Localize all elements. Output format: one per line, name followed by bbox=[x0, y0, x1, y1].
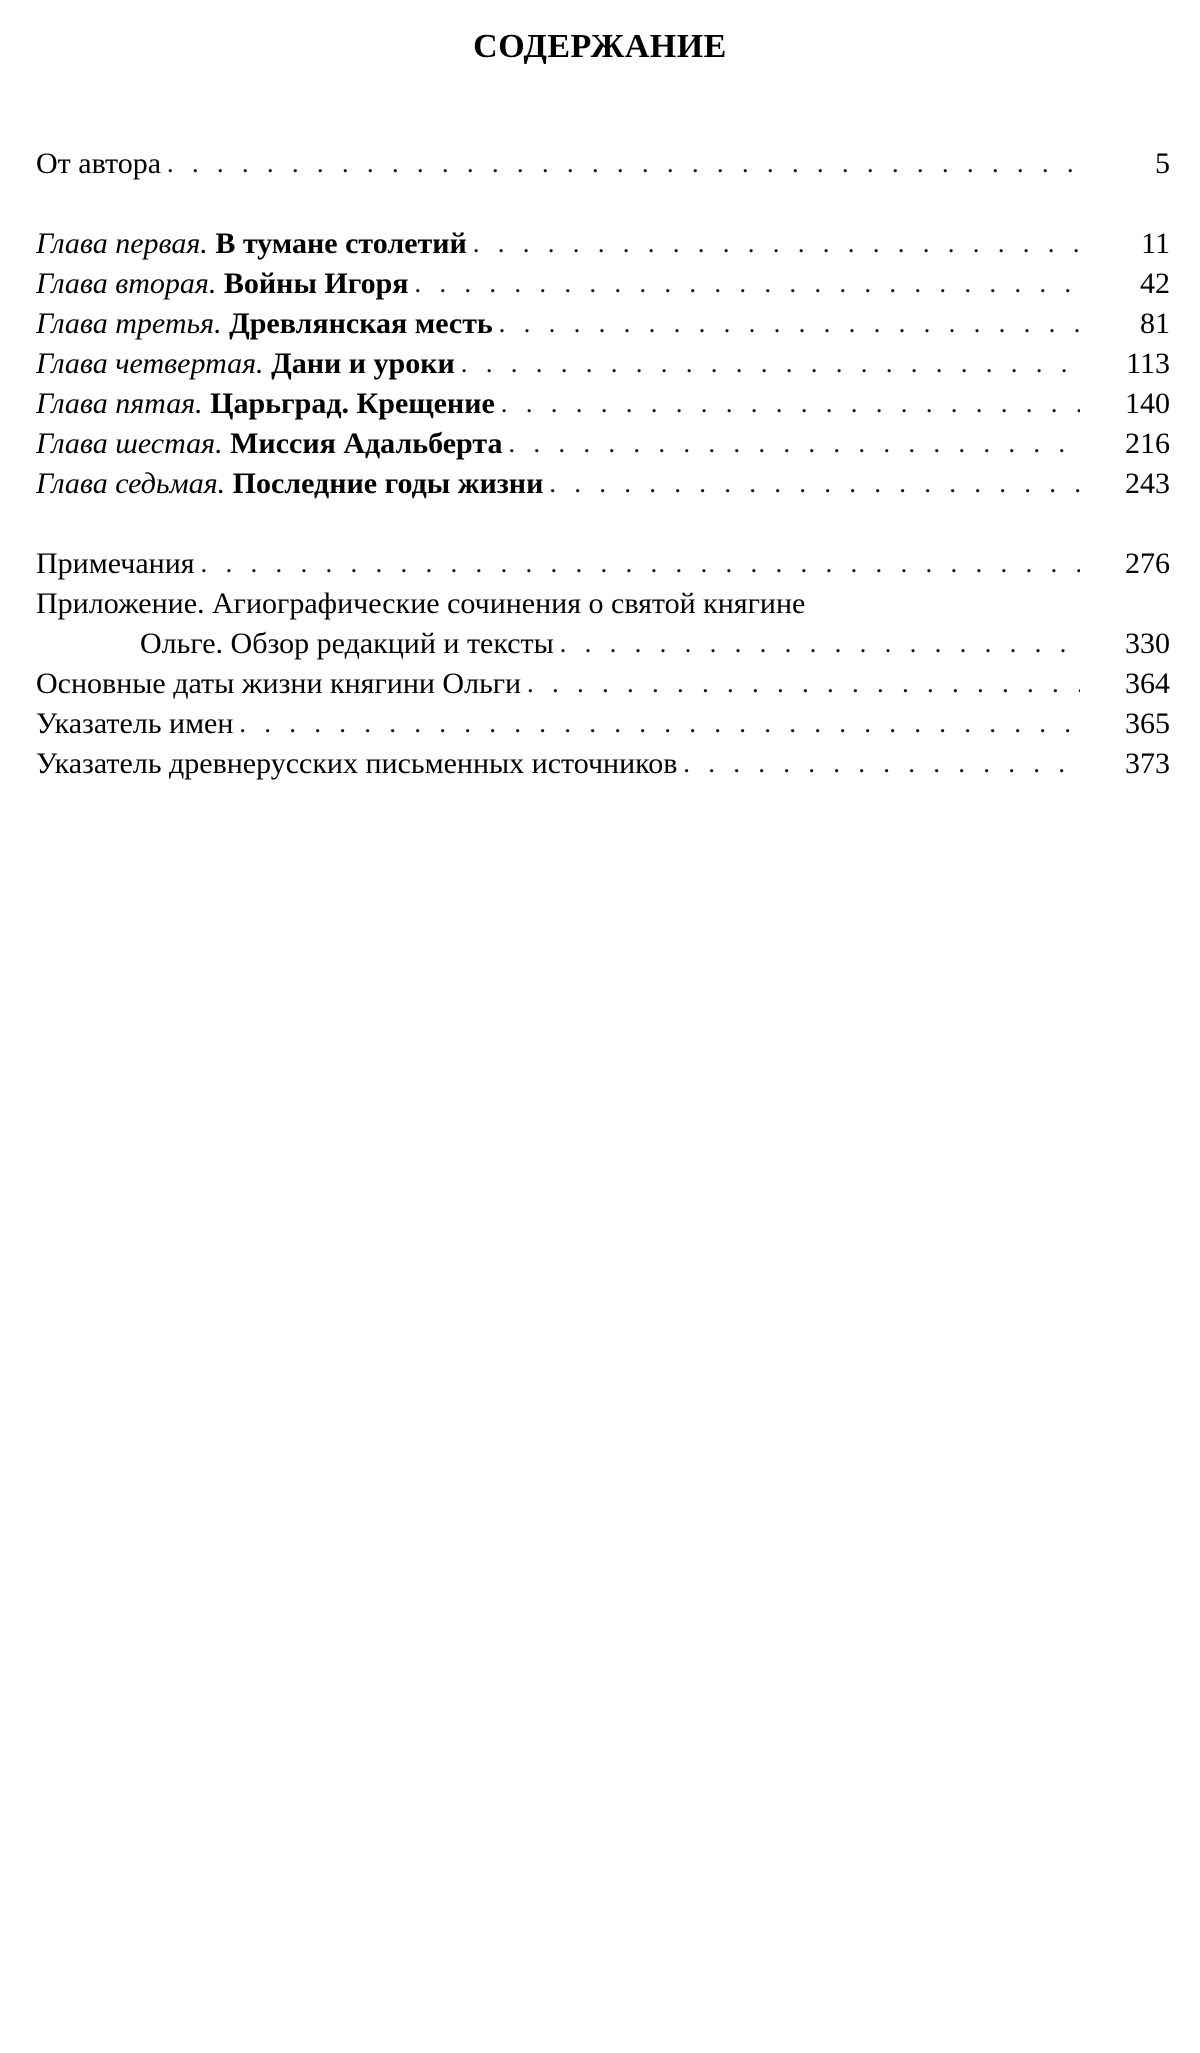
leader-dots bbox=[473, 224, 1080, 264]
chapter-name: Царьград. Крещение bbox=[210, 387, 495, 420]
toc-page-number: 330 bbox=[1125, 627, 1170, 660]
chapter-label: Глава четвертая. bbox=[36, 347, 264, 380]
chapter-label: Глава шестая. bbox=[36, 427, 223, 460]
toc-page-number: 276 bbox=[1125, 547, 1170, 580]
chapter-name: В тумане столетий bbox=[215, 227, 467, 260]
toc-page-number: 11 bbox=[1141, 227, 1170, 260]
toc-entry-chapter-5[interactable] bbox=[36, 384, 1170, 424]
leader-dots bbox=[499, 304, 1080, 344]
chapter-label: Глава вторая. bbox=[36, 267, 217, 300]
toc-entry-sources-index[interactable] bbox=[36, 744, 1170, 784]
toc-page-number: 364 bbox=[1125, 667, 1170, 700]
toc-entry-title: Основные даты жизни княгини Ольги bbox=[36, 667, 522, 700]
leader-dots bbox=[501, 384, 1080, 424]
leader-dots bbox=[461, 344, 1080, 384]
chapter-name: Войны Игоря bbox=[223, 267, 409, 300]
table-of-contents bbox=[36, 144, 1170, 784]
chapter-name: Древлянская месть bbox=[229, 307, 493, 340]
leader-dots bbox=[527, 664, 1080, 704]
toc-entry-title: От автора bbox=[36, 147, 162, 180]
toc-entry-title-continued: Ольге. Обзор редакций и тексты bbox=[140, 627, 554, 660]
leader-dots bbox=[508, 424, 1080, 464]
leader-dots bbox=[201, 544, 1080, 584]
chapter-name: Миссия Адальберта bbox=[230, 427, 503, 460]
chapter-name: Дани и уроки bbox=[271, 347, 455, 380]
toc-page-number: 42 bbox=[1140, 267, 1170, 300]
chapter-label: Глава пятая. bbox=[36, 387, 203, 420]
toc-entry-names-index[interactable] bbox=[36, 704, 1170, 744]
toc-entry-appendix-line1[interactable] bbox=[36, 584, 1170, 624]
section-gap bbox=[36, 184, 1170, 224]
toc-page-number: 113 bbox=[1126, 347, 1170, 380]
toc-page-number: 243 bbox=[1125, 467, 1170, 500]
page-heading: СОДЕРЖАНИЕ bbox=[473, 28, 727, 65]
leader-dots bbox=[415, 264, 1080, 304]
toc-page-number: 216 bbox=[1125, 427, 1170, 460]
toc-entry-chapter-4[interactable] bbox=[36, 344, 1170, 384]
chapter-label: Глава седьмая. bbox=[36, 467, 226, 500]
toc-page-number: 373 bbox=[1125, 747, 1170, 780]
toc-entry-chapter-3[interactable] bbox=[36, 304, 1170, 344]
toc-page-number: 81 bbox=[1140, 307, 1170, 340]
leader-dots bbox=[167, 144, 1080, 184]
toc-entry-title: Приложение. Агиографические сочинения о святой княгине bbox=[36, 587, 806, 620]
toc-entry-appendix[interactable] bbox=[36, 624, 1170, 664]
chapter-label: Глава третья. bbox=[36, 307, 222, 340]
chapter-name: Последние годы жизни bbox=[232, 467, 544, 500]
toc-entry-notes[interactable] bbox=[36, 544, 1170, 584]
leader-dots bbox=[549, 464, 1080, 504]
leader-dots bbox=[560, 624, 1080, 664]
toc-page-number: 5 bbox=[1155, 147, 1170, 180]
toc-entry-front[interactable] bbox=[36, 144, 1170, 184]
toc-entry-chapter-2[interactable] bbox=[36, 264, 1170, 304]
toc-entry-chapter-6[interactable] bbox=[36, 424, 1170, 464]
toc-entry-title: Примечания bbox=[36, 547, 195, 580]
toc-page-number: 140 bbox=[1125, 387, 1170, 420]
toc-page-number: 365 bbox=[1125, 707, 1170, 740]
chapter-label: Глава первая. bbox=[36, 227, 208, 260]
toc-entry-chapter-7[interactable] bbox=[36, 464, 1170, 504]
toc-entry-title: Указатель имен bbox=[36, 707, 234, 740]
section-gap bbox=[36, 504, 1170, 544]
toc-entry-dates[interactable] bbox=[36, 664, 1170, 704]
leader-dots bbox=[239, 704, 1080, 744]
leader-dots bbox=[683, 744, 1080, 784]
toc-entry-chapter-1[interactable] bbox=[36, 224, 1170, 264]
toc-entry-title: Указатель древнерусских письменных источников bbox=[36, 747, 678, 780]
